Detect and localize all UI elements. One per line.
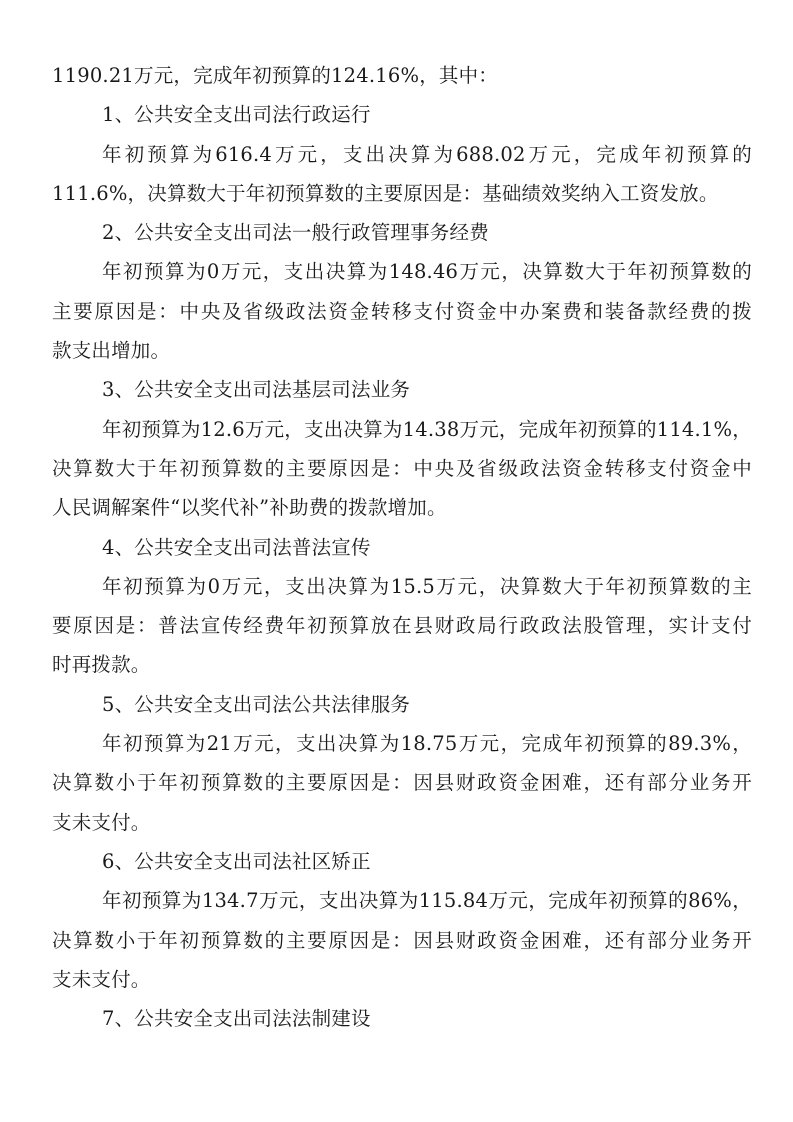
- section-heading: 2、公共安全支出司法一般行政管理事务经费: [102, 221, 489, 245]
- section-heading: 6、公共安全支出司法社区矫正: [102, 849, 371, 873]
- text-line: 111.6%，决算数大于年初预算数的主要原因是：基础绩效奖纳入工资发放。: [52, 181, 719, 205]
- text-line: 年初预算为21万元，支出决算为18.75万元，完成年初预算的89.3%，: [102, 732, 752, 756]
- text-line: 决算数小于年初预算数的主要原因是：因县财政资金困难，还有部分业务开: [52, 771, 752, 795]
- text-line: 年初预算为12.6万元，支出决算为14.38万元，完成年初预算的114.1%，: [102, 417, 752, 441]
- section-heading: 3、公共安全支出司法基层司法业务: [102, 378, 411, 402]
- text-line: 决算数小于年初预算数的主要原因是：因县财政资金困难，还有部分业务开: [52, 928, 752, 952]
- section-heading: 7、公共安全支出司法法制建设: [102, 1007, 371, 1031]
- section-heading: 5、公共安全支出司法公共法律服务: [102, 692, 411, 716]
- text-line: 年初预算为134.7万元，支出决算为115.84万元，完成年初预算的86%，: [102, 889, 752, 913]
- text-line: 人民调解案件“以奖代补”补助费的拨款增加。: [52, 496, 447, 520]
- text-line: 款支出增加。: [52, 339, 171, 363]
- text-line: 年初预算为0万元，支出决算为15.5万元，决算数大于年初预算数的主: [102, 574, 752, 598]
- text-line: 决算数大于年初预算数的主要原因是：中央及省级政法资金转移支付资金中: [52, 456, 752, 480]
- text-line: 主要原因是：中央及省级政法资金转移支付资金中办案费和装备款经费的拨: [52, 299, 752, 323]
- text-line: 要原因是：普法宣传经费年初预算放在县财政局行政政法股管理，实计支付: [52, 614, 752, 638]
- text-line: 支未支付。: [52, 967, 151, 991]
- text-line: 年初预算为616.4万元，支出决算为688.02万元，完成年初预算的: [102, 142, 752, 166]
- text-line: 支未支付。: [52, 810, 151, 834]
- document-page: [52, 56, 752, 1038]
- text-line: 年初预算为0万元，支出决算为148.46万元，决算数大于年初预算数的: [102, 260, 752, 284]
- section-heading: 1、公共安全支出司法行政运行: [102, 103, 371, 127]
- section-heading: 4、公共安全支出司法普法宣传: [102, 535, 371, 559]
- text-line: 时再拨款。: [52, 653, 151, 677]
- text-line: 1190.21万元，完成年初预算的124.16%，其中：: [52, 64, 498, 87]
